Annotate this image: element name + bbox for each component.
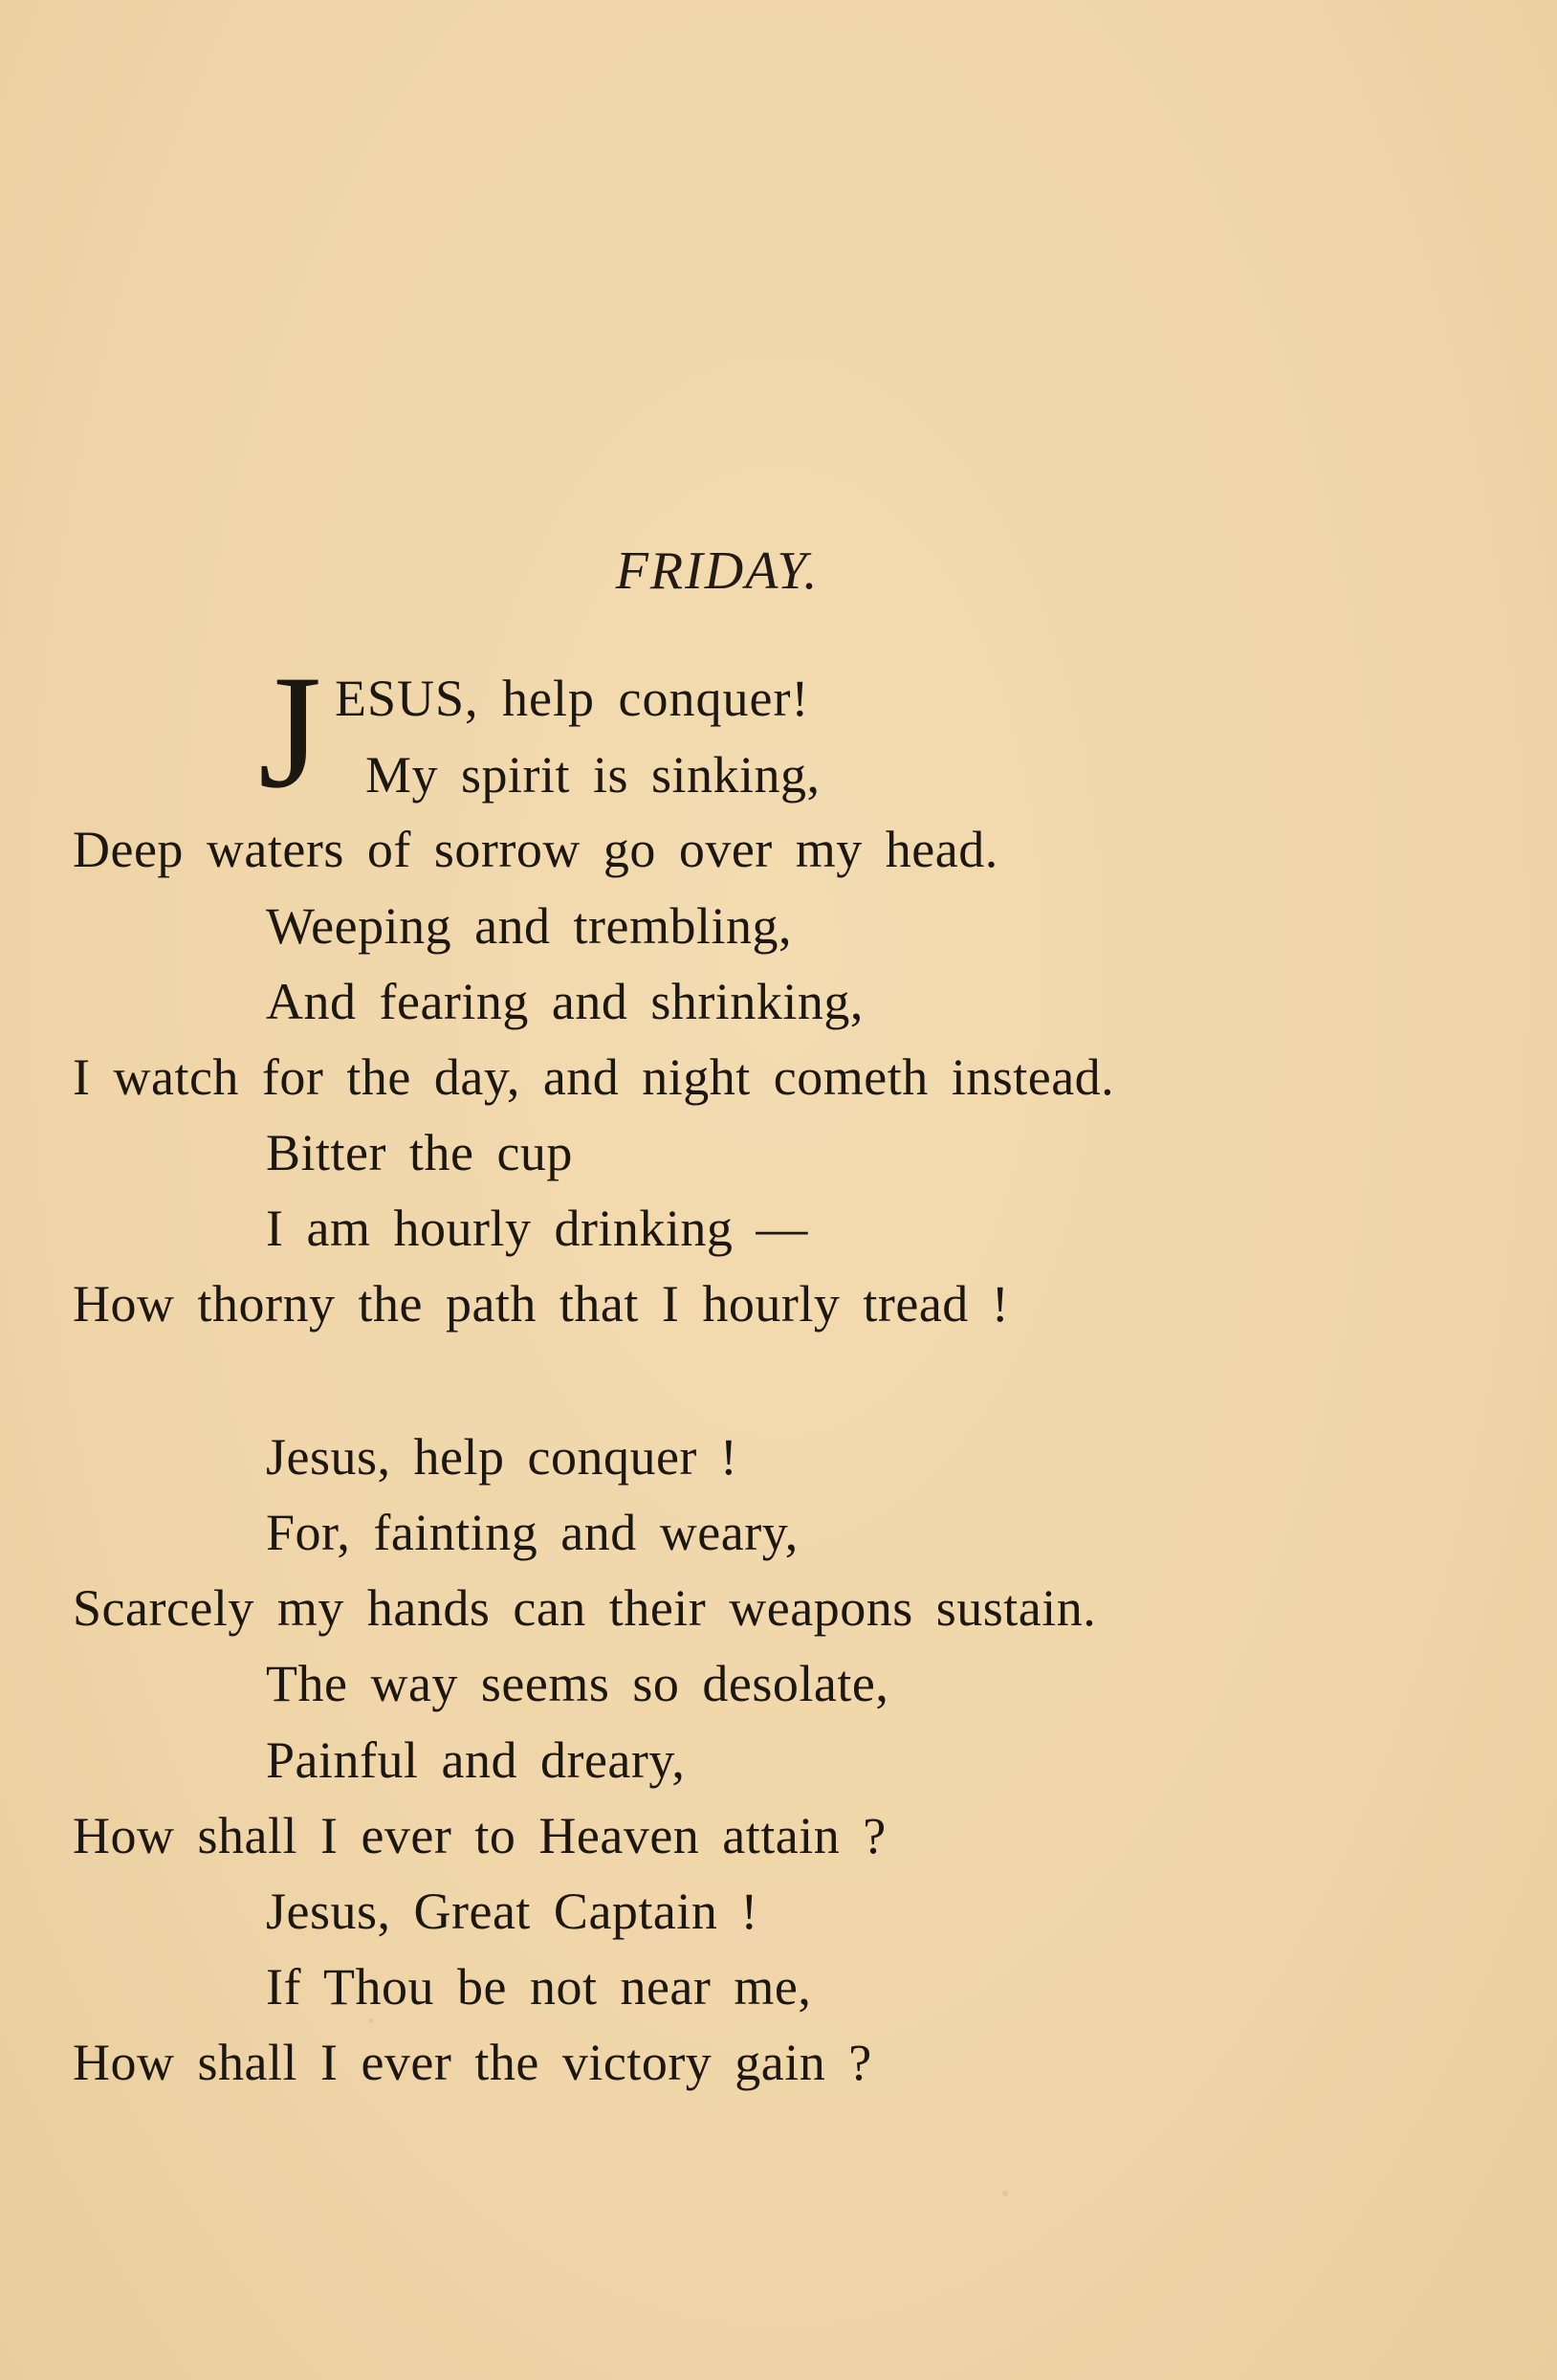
poem-line: How shall I ever to Heaven attain ? [73, 1807, 887, 1864]
poem-line: And fearing and shrinking, [266, 973, 864, 1030]
poem-line: How thorny the path that I hourly tread ! [73, 1275, 1010, 1333]
poem-line: If Thou be not near me, [266, 1958, 812, 2016]
paper-speck [368, 2018, 373, 2023]
drop-cap: J [258, 642, 322, 822]
poem-line: How shall I ever the victory gain ? [73, 2034, 872, 2091]
poem-line: Bitter the cup [266, 1124, 573, 1181]
poem-line: I am hourly drinking — [266, 1200, 808, 1257]
poem-line: Painful and dreary, [266, 1731, 686, 1789]
poem-line: For, fainting and weary, [266, 1504, 799, 1561]
poem-line: I watch for the day, and night cometh instead. [73, 1048, 1115, 1106]
poem-line: Scarcely my hands can their weapons sustain. [73, 1579, 1097, 1637]
poem-line: Weeping and trembling, [266, 897, 793, 955]
poem-line: Deep waters of sorrow go over my head. [73, 821, 998, 878]
poem-line: Jesus, Great Captain ! [266, 1883, 758, 1940]
page-title: FRIDAY. [615, 541, 820, 601]
poem-line: ESUS, help conquer! [335, 670, 810, 727]
paper-speck [1002, 2191, 1008, 2196]
poem-line: The way seems so desolate, [266, 1655, 889, 1712]
poem-line: My spirit is sinking, [365, 746, 821, 804]
poem-line: Jesus, help conquer ! [266, 1428, 738, 1486]
